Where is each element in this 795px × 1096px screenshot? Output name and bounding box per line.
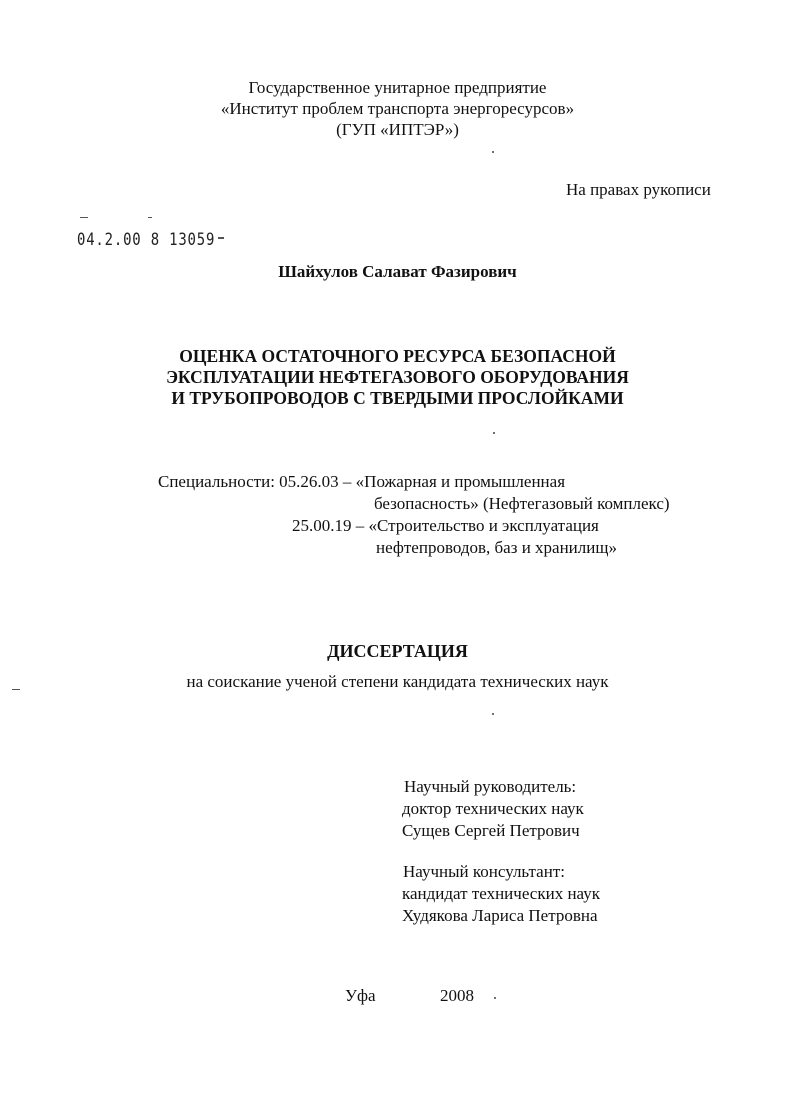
organization-line-1: Государственное унитарное предприятие xyxy=(248,78,547,97)
specialty-line-1: Специальности: 05.26.03 – «Пожарная и промышленная xyxy=(158,472,566,491)
supervisor-role: Научный руководитель: xyxy=(404,777,577,796)
organization-line-2: «Институт проблем транспорта энергоресурсов» xyxy=(220,99,575,118)
scan-speck xyxy=(492,151,494,153)
author-name: Шайхулов Салават Фазирович xyxy=(278,262,517,281)
supervisor-name: Сущев Сергей Петрович xyxy=(402,821,580,840)
library-stamp-number: 04.2.00 8 13059 xyxy=(77,230,216,250)
manuscript-note: На правах рукописи xyxy=(566,180,711,199)
work-type-heading: ДИССЕРТАЦИЯ xyxy=(327,641,468,661)
scan-dash xyxy=(148,217,152,218)
organization-block xyxy=(0,78,795,141)
title-line-2: ЭКСПЛУАТАЦИИ НЕФТЕГАЗОВОГО ОБОРУДОВАНИЯ xyxy=(166,367,629,387)
scan-dash xyxy=(12,689,20,690)
scan-speck xyxy=(494,997,496,999)
consultant-role: Научный консультант: xyxy=(403,862,565,881)
city: Уфа xyxy=(345,986,376,1005)
year: 2008 xyxy=(440,986,474,1005)
dissertation-title xyxy=(0,346,795,409)
consultant-degree: кандидат технических наук xyxy=(402,884,600,903)
title-line-3: И ТРУБОПРОВОДОВ С ТВЕРДЫМИ ПРОСЛОЙКАМИ xyxy=(171,388,624,408)
specialty-line-3: 25.00.19 – «Строительство и эксплуатация xyxy=(292,516,599,535)
scan-dash xyxy=(218,237,224,239)
supervisor-degree: доктор технических наук xyxy=(402,799,584,818)
scan-speck xyxy=(492,713,494,715)
consultant-name: Худякова Лариса Петровна xyxy=(402,906,598,925)
organization-line-3: (ГУП «ИПТЭР») xyxy=(336,120,459,139)
scan-dash xyxy=(80,217,88,218)
specialty-line-2: безопасность» (Нефтегазовый комплекс) xyxy=(374,494,670,513)
title-line-1: ОЦЕНКА ОСТАТОЧНОГО РЕСУРСА БЕЗОПАСНОЙ xyxy=(179,346,616,366)
degree-line: на соискание ученой степени кандидата технических наук xyxy=(186,672,609,691)
specialty-line-4: нефтепроводов, баз и хранилищ» xyxy=(376,538,617,557)
scan-speck xyxy=(493,432,495,434)
